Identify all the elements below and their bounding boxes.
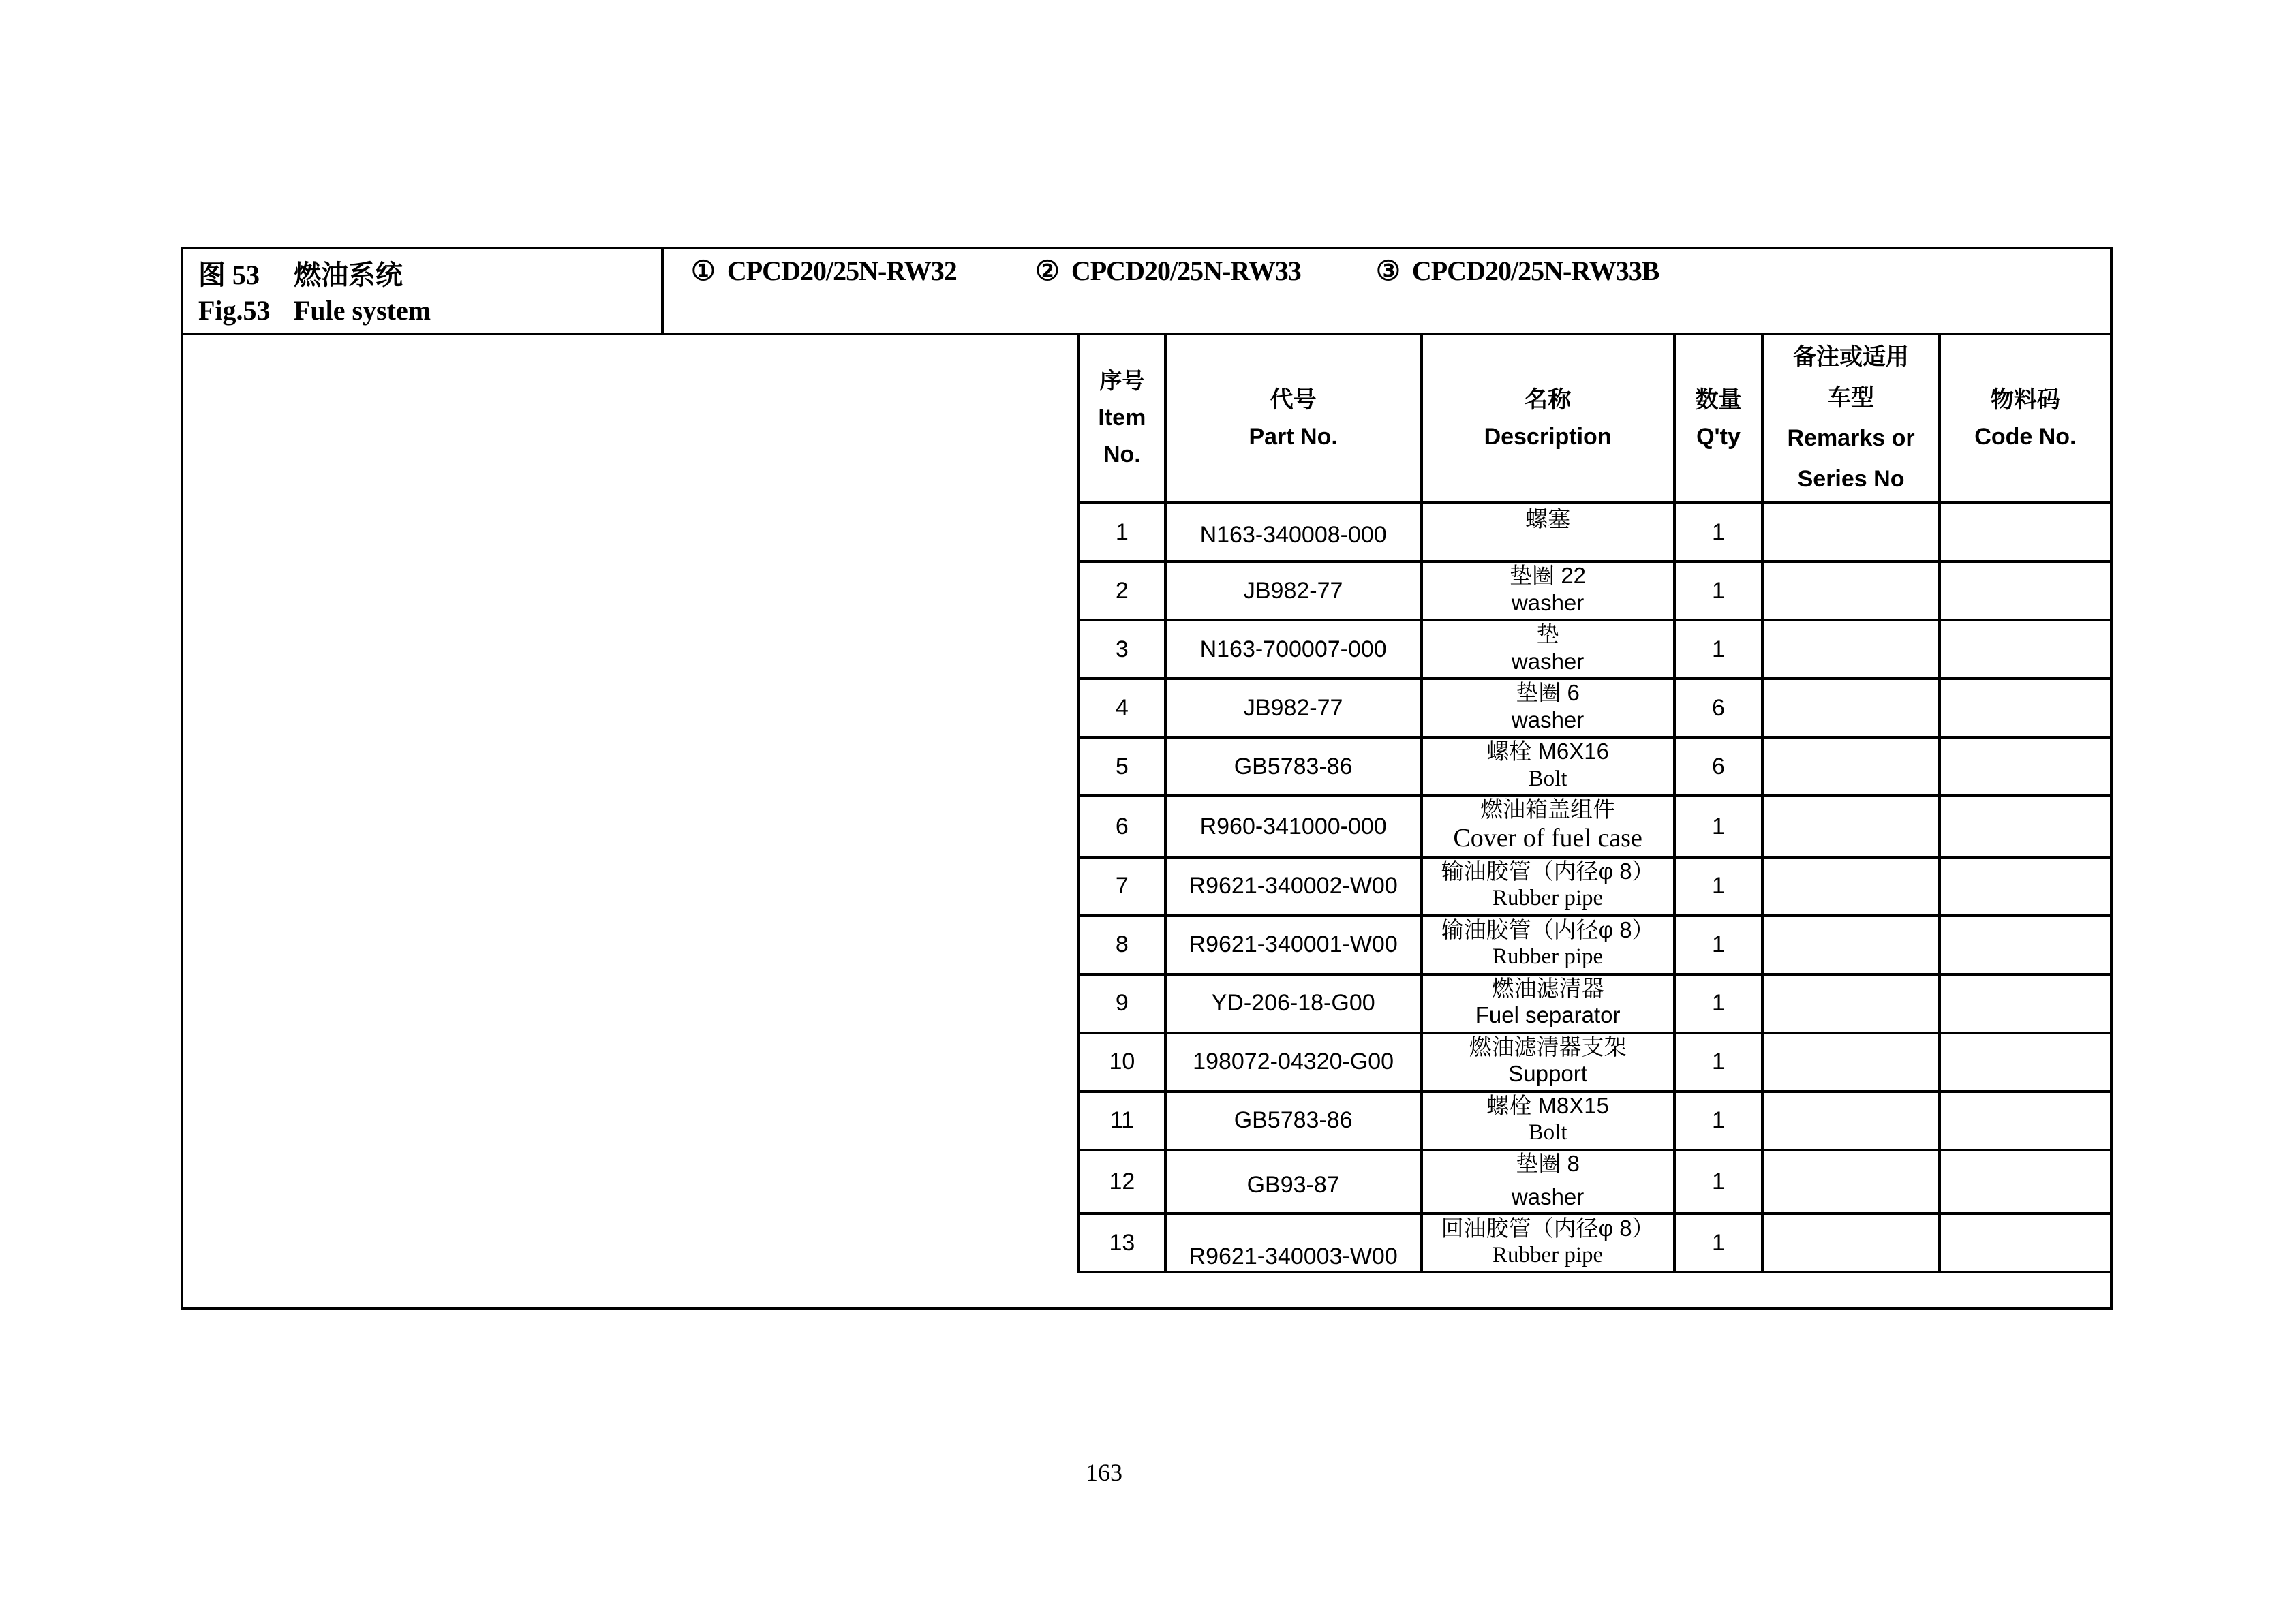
cell-qty: 1 [1674, 857, 1763, 916]
figure-header-row [183, 249, 2110, 335]
cell-qty: 1 [1674, 620, 1763, 679]
cell-qty: 6 [1674, 737, 1763, 796]
cell-description: 垫圈 22 washer [1422, 561, 1674, 620]
cell-part-no: YD-206-18-G00 [1165, 974, 1422, 1033]
table-row [1079, 1033, 2111, 1092]
cell-qty: 1 [1674, 916, 1763, 974]
parts-table [1077, 333, 2113, 1273]
cell-part-no: GB93-87 [1165, 1150, 1422, 1214]
cell-code-no [1940, 561, 2111, 620]
table-row [1079, 857, 2111, 916]
model-name: CPCD20/25N-RW32 [726, 256, 957, 286]
cell-qty: 1 [1674, 1214, 1763, 1273]
cell-remarks [1762, 1033, 1939, 1092]
cell-code-no [1940, 620, 2111, 679]
model-2 [1035, 255, 1301, 287]
cell-part-no: R9621-340003-W00 [1165, 1214, 1422, 1273]
col-header-part-no: 代号 Part No. [1165, 334, 1422, 503]
cell-remarks [1762, 796, 1939, 857]
exploded-drawing-area [183, 335, 1080, 1307]
cell-code-no [1940, 1092, 2111, 1150]
table-row [1079, 1214, 2111, 1273]
cell-remarks [1762, 1092, 1939, 1150]
table-row [1079, 503, 2111, 561]
cell-part-no: JB982-77 [1165, 561, 1422, 620]
cell-item: 2 [1079, 561, 1165, 620]
cell-remarks [1762, 1150, 1939, 1214]
cell-qty: 1 [1674, 1033, 1763, 1092]
cell-item: 8 [1079, 916, 1165, 974]
page-number: 163 [1086, 1459, 1122, 1486]
cell-item: 5 [1079, 737, 1165, 796]
cell-description: 垫 washer [1422, 620, 1674, 679]
cell-part-no: GB5783-86 [1165, 1092, 1422, 1150]
cell-description: 燃油箱盖组件 Cover of fuel case [1422, 796, 1674, 857]
table-row [1079, 974, 2111, 1033]
cell-part-no: R960-341000-000 [1165, 796, 1422, 857]
model-badge: ② [1035, 256, 1059, 286]
cell-description: 螺塞 [1422, 503, 1674, 561]
col-header-remarks: 备注或适用 车型 Remarks or Series No [1762, 334, 1939, 503]
table-row [1079, 620, 2111, 679]
cell-item: 10 [1079, 1033, 1165, 1092]
cell-part-no: GB5783-86 [1165, 737, 1422, 796]
table-row [1079, 561, 2111, 620]
cell-remarks [1762, 857, 1939, 916]
table-row [1079, 737, 2111, 796]
cell-remarks [1762, 620, 1939, 679]
cell-remarks [1762, 737, 1939, 796]
cell-remarks [1762, 679, 1939, 737]
figure-title-en [198, 294, 431, 326]
cell-code-no [1940, 974, 2111, 1033]
cell-item: 6 [1079, 796, 1165, 857]
cell-part-no: R9621-340001-W00 [1165, 916, 1422, 974]
cell-code-no [1940, 1150, 2111, 1214]
cell-part-no: JB982-77 [1165, 679, 1422, 737]
cell-part-no: 198072-04320-G00 [1165, 1033, 1422, 1092]
table-row [1079, 796, 2111, 857]
cell-qty: 6 [1674, 679, 1763, 737]
figure-name-cn: 燃油系统 [294, 260, 403, 290]
figure-title-cell [183, 249, 664, 333]
cell-qty: 1 [1674, 503, 1763, 561]
model-1 [691, 255, 957, 287]
cell-description: 燃油滤清器 Fuel separator [1422, 974, 1674, 1033]
cell-description: 输油胶管（内径φ 8） Rubber pipe [1422, 857, 1674, 916]
cell-item: 1 [1079, 503, 1165, 561]
cell-code-no [1940, 796, 2111, 857]
applicable-models [664, 249, 2110, 333]
col-header-description: 名称 Description [1422, 334, 1674, 503]
cell-description: 垫圈 6 washer [1422, 679, 1674, 737]
cell-code-no [1940, 857, 2111, 916]
figure-title-cn [198, 253, 403, 292]
cell-part-no: N163-340008-000 [1165, 503, 1422, 561]
table-row [1079, 916, 2111, 974]
col-header-code-no: 物料码 Code No. [1940, 334, 2111, 503]
cell-qty: 1 [1674, 1150, 1763, 1214]
model-badge: ① [691, 256, 715, 286]
cell-code-no [1940, 916, 2111, 974]
table-row [1079, 1092, 2111, 1150]
cell-remarks [1762, 916, 1939, 974]
cell-remarks [1762, 561, 1939, 620]
cell-description: 垫圈 8 washer [1422, 1150, 1674, 1214]
figure-name-en: Fule system [294, 295, 431, 326]
cell-qty: 1 [1674, 796, 1763, 857]
cell-qty: 1 [1674, 1092, 1763, 1150]
model-name: CPCD20/25N-RW33 [1071, 256, 1301, 286]
cell-remarks [1762, 1214, 1939, 1273]
table-row [1079, 679, 2111, 737]
cell-description: 燃油滤清器支架 Support [1422, 1033, 1674, 1092]
cell-code-no [1940, 1214, 2111, 1273]
figure-label-en: Fig.53 [198, 295, 271, 326]
cell-qty: 1 [1674, 974, 1763, 1033]
cell-item: 11 [1079, 1092, 1165, 1150]
cell-part-no: N163-700007-000 [1165, 620, 1422, 679]
cell-description: 输油胶管（内径φ 8） Rubber pipe [1422, 916, 1674, 974]
cell-part-no: R9621-340002-W00 [1165, 857, 1422, 916]
cell-item: 9 [1079, 974, 1165, 1033]
cell-description: 回油胶管（内径φ 8） Rubber pipe [1422, 1214, 1674, 1273]
cell-code-no [1940, 1033, 2111, 1092]
col-header-item: 序号 Item No. [1079, 334, 1165, 503]
col-header-qty: 数量 Q'ty [1674, 334, 1763, 503]
cell-item: 3 [1079, 620, 1165, 679]
cell-item: 4 [1079, 679, 1165, 737]
cell-code-no [1940, 737, 2111, 796]
cell-code-no [1940, 679, 2111, 737]
figure-label-cn: 图 53 [198, 260, 260, 290]
parts-catalog-frame [181, 247, 2113, 1310]
cell-description: 螺栓 M8X15 Bolt [1422, 1092, 1674, 1150]
model-badge: ③ [1376, 256, 1400, 286]
cell-item: 7 [1079, 857, 1165, 916]
table-header-row [1079, 334, 2111, 503]
model-name: CPCD20/25N-RW33B [1411, 256, 1659, 286]
table-row [1079, 1150, 2111, 1214]
cell-qty: 1 [1674, 561, 1763, 620]
cell-item: 12 [1079, 1150, 1165, 1214]
cell-code-no [1940, 503, 2111, 561]
cell-remarks [1762, 974, 1939, 1033]
cell-item: 13 [1079, 1214, 1165, 1273]
cell-remarks [1762, 503, 1939, 561]
cell-description: 螺栓 M6X16 Bolt [1422, 737, 1674, 796]
model-3 [1376, 255, 1659, 287]
